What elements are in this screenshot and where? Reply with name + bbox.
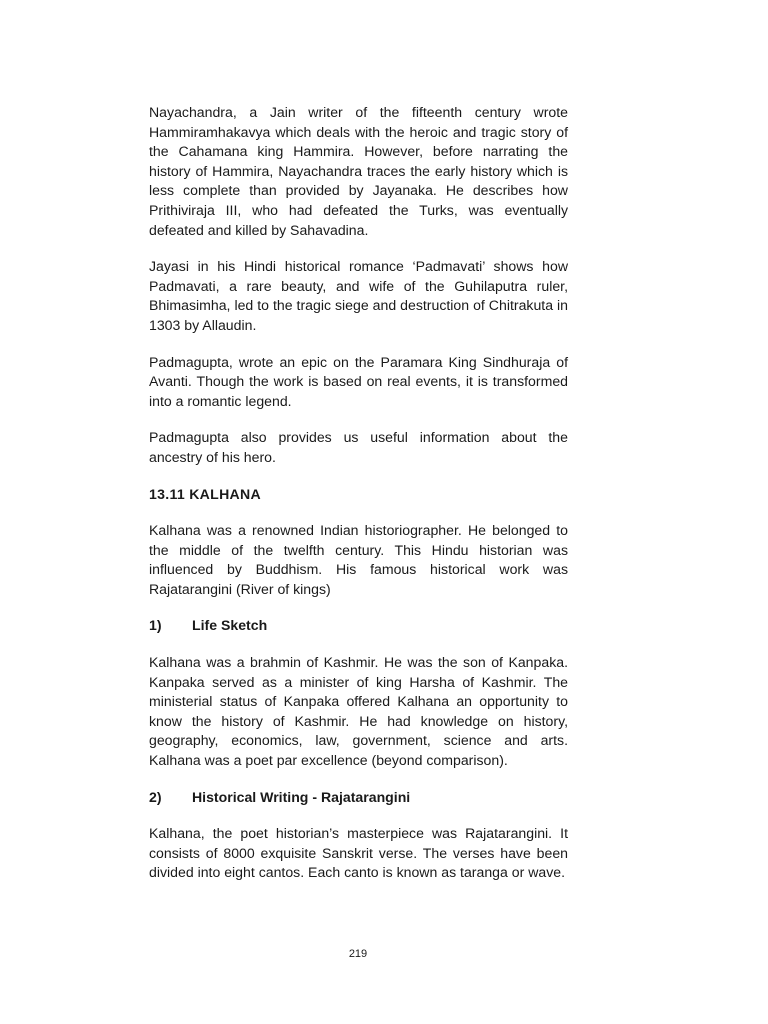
subheading-title: Life Sketch <box>192 617 268 634</box>
paragraph-gap <box>149 411 568 428</box>
paragraph-gap <box>149 771 568 788</box>
paragraph-padmagupta-epic: Padmagupta, wrote an epic on the Paramara King Sindhuraja of Avanti. Though the work is based on real events, it is transformed into a romantic legend. <box>149 353 568 409</box>
subheading-life-sketch <box>149 616 568 636</box>
paragraph-jayasi: Jayasi in his Hindi historical romance ‘Padmavati’ shows how Padmavati, a rare beauty, and wife of the Guhilaputra ruler, Bhimasimha, led to the tragic siege and destruction of Chitrakuta in 1303 by Allaudin. <box>149 258 568 333</box>
paragraph-nayachandra: Nayachandra, a Jain writer of the fifteenth century wrote Hammiramhakavya which deals with the heroic and tragic story of the Cahamana king Hammira. However, before narrating the history of Hammira, Nayachandra traces the early history which is less complete than provided by Jayanaka. He describes how Prithiviraja III, who had defeated the Turks, was eventually defeated and killed by Sahavadina. <box>149 104 568 238</box>
paragraph-gap <box>149 336 568 353</box>
subheading-historical-writing <box>149 788 568 808</box>
paragraph-gap <box>149 240 568 257</box>
subheading-title: Historical Writing - Rajatarangini <box>192 788 411 805</box>
subheading-number: 2) <box>149 788 162 805</box>
paragraph-gap <box>149 468 568 485</box>
subheading-number: 1) <box>149 617 162 634</box>
paragraph-gap <box>149 599 568 616</box>
paragraph-life-sketch: Kalhana was a brahmin of Kashmir. He was the son of Kanpaka. Kanpaka served as a minister of king Harsha of Kashmir. The ministerial status of Kanpaka offered Kalhana an opportunity to know the history of Kashmir. He had knowledge on history, geography, economics, law, government, science and arts. Kalhana was a poet par excellence (beyond comparison). <box>149 654 568 769</box>
paragraph-gap <box>149 504 568 521</box>
page-number: 219 <box>348 948 368 960</box>
paragraph-kalhana-intro: Kalhana was a renowned Indian historiographer. He belonged to the middle of the twelfth century. This Hindu historian was influenced by Buddhism. His famous historical work was Rajatarangini (River of kings) <box>149 522 568 597</box>
document-body <box>149 103 568 883</box>
paragraph-gap <box>149 636 568 653</box>
paragraph-rajatarangini: Kalhana, the poet historian’s masterpiece was Rajatarangini. It consists of 8000 exquisite Sanskrit verse. The verses have been divided into eight cantos. Each canto is known as taranga or wave. <box>149 825 568 881</box>
section-heading: 13.11 KALHANA <box>149 485 261 502</box>
paragraph-gap <box>149 807 568 824</box>
paragraph-padmagupta-ancestry: Padmagupta also provides us useful information about the ancestry of his hero. <box>149 429 568 465</box>
